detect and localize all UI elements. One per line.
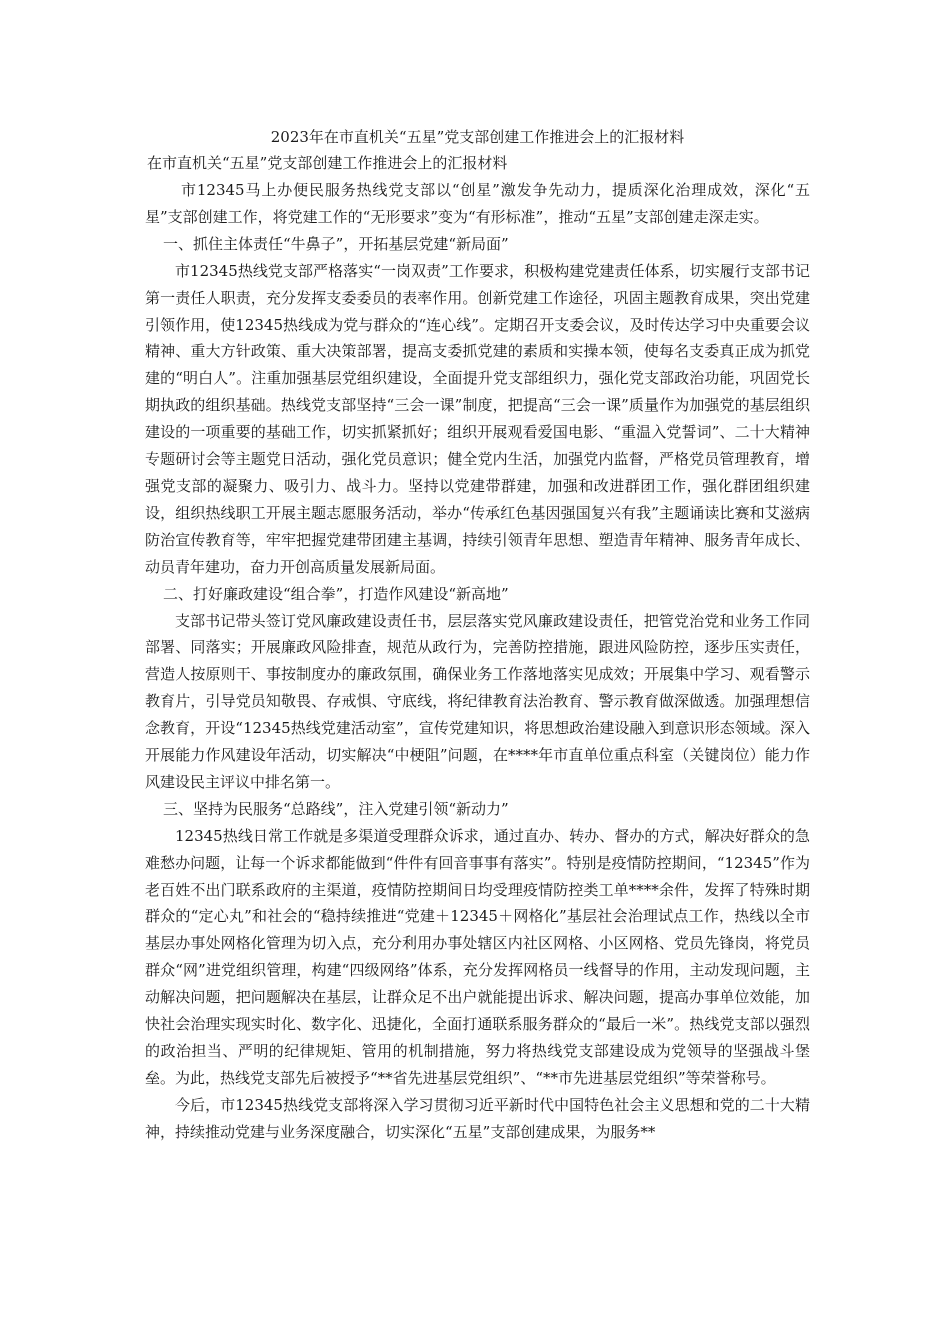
- closing-paragraph: 今后，市12345热线党支部将深入学习贯彻习近平新时代中国特色社会主义思想和党的二十大精神，持续推动党建与业务深度融合，切实深化“五星”支部创建成果，为服务**: [145, 1095, 810, 1141]
- section-body-1: 市12345热线党支部严格落实“一岗双责”工作要求，积极构建党建责任体系，切实履行支部书记第一责任人职责，充分发挥支委委员的表率作用。创新党建工作途径，巩固主题教育成果，突出党建引领作用，使12345热线成为党与群众的“连心线”。定期召开支委会议，及时传达学习中央重要会议精神、重大方针政策、重大决策部署，提高支委抓党建的素质和实操本领，使每名支委真正成为抓党建的“明白人”。注重加强基层党组织建设，全面提升党支部组织力，强化党支部政治功能，巩固党长期执政的组织基础。热线党支部坚持“三会一课”制度，把提高“三会一课”质量作为加强党的基层组织建设的一项重要的基础工作，切实抓紧抓好；组织开展观看爱国电影、“重温入党誓词”、二十大精神专题研讨会等主题党日活动，强化党员意识；健全党内生活，加强党内监督，严格党员管理教育，增强党支部的凝聚力、吸引力、战斗力。坚持以党建带群建，加强和改进群团工作，强化群团组织建设，组织热线职工开展主题志愿服务活动，举办“传承红色基因强国复兴有我”主题诵读比赛和艾滋病防治宣传教育等，牢牢把握党建带团建主基调，持续引领青年思想、塑造青年精神、服务青年成长、动员青年建功，奋力开创高质量发展新局面。: [145, 261, 810, 576]
- section-body-2: 支部书记带头签订党风廉政建设责任书，层层落实党风廉政建设责任，把管党治党和业务工作同部署、同落实；开展廉政风险排查，规范从政行为，完善防控措施，跟进风险防控，逐步压实责任，营造人按原则干、事按制度办的廉政氛围，确保业务工作落地落实见成效；开展集中学习、观看警示教育片，引导党员知敬畏、存戒惧、守底线，将纪律教育法治教育、警示教育做深做透。加强理想信念教育，开设“12345热线党建活动室”，宣传党建知识，将思想政治建设融入到意识形态领域。深入开展能力作风建设年活动，切实解决“中梗阻”问题，在****年市直单位重点科室（关键岗位）能力作风建设民主评议中排名第一。: [145, 611, 810, 791]
- document-title: 2023年在市直机关“五星”党支部创建工作推进会上的汇报材料: [270, 128, 685, 146]
- section-body-3: 12345热线日常工作就是多渠道受理群众诉求，通过直办、转办、督办的方式，解决好群众的急难愁办问题，让每一个诉求都能做到“件件有回音事事有落实”。特别是疫情防控期间，“12345”作为老百姓不出门联系政府的主渠道，疫情防控期间日均受理疫情防控类工单****余件，发挥了特殊时期群众的“定心丸”和社会的“稳持续推进“党建＋12345＋网格化”基层社会治理试点工作，热线以全市基层办事处网格化管理为切入点，充分利用办事处辖区内社区网格、小区网格、党员先锋岗，将党员群众“网”进党组织管理，构建“四级网络”体系，充分发挥网格员一线督导的作用，主动发现问题，主动解决问题，把问题解决在基层，让群众足不出户就能提出诉求、解决问题，提高办事单位效能，加快社会治理实现实时化、数字化、迅捷化，全面打通联系服务群众的“最后一米”。热线党支部以强烈的政治担当、严明的纪律规矩、管用的机制措施，努力将热线党支部建设成为党领导的坚强战斗堡垒。为此，热线党支部先后被授予“**省先进基层党组织”、“**市先进基层党组织”等荣誉称号。: [145, 826, 810, 1087]
- section-heading-1: 一、抓住主体责任“牛鼻子”，开拓基层党建“新局面”: [163, 234, 509, 253]
- document-body: [145, 177, 810, 1146]
- section-heading-2: 二、打好廉政建设“组合拳”，打造作风建设“新高地”: [163, 584, 509, 603]
- document-subtitle: 在市直机关“五星”党支部创建工作推进会上的汇报材料: [147, 154, 508, 172]
- section-heading-3: 三、坚持为民服务“总路线”，注入党建引领“新动力”: [163, 799, 509, 818]
- intro-paragraph: 市12345马上办便民服务热线党支部以“创星”激发争先动力，提质深化治理成效，深化“五星”支部创建工作，将党建工作的“无形要求”变为“有形标准”，推动“五星”支部创建走深走实。: [145, 181, 810, 226]
